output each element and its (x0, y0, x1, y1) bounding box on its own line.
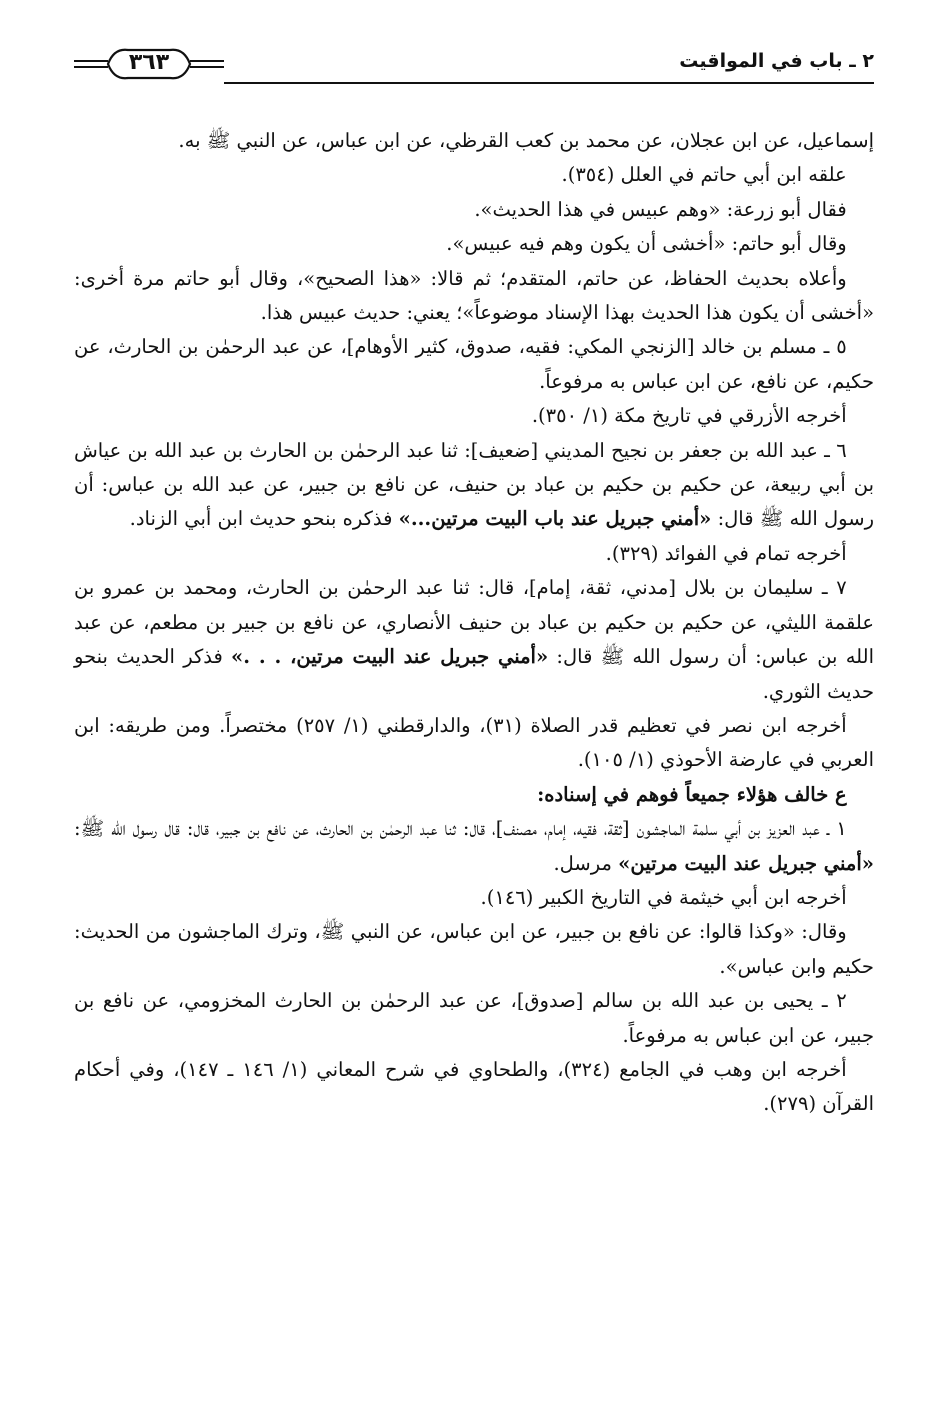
paragraph-text: فذكره بنحو حديث ابن أبي الزناد. (129, 507, 399, 531)
paragraph: علقه ابن أبي حاتم في العلل (٣٥٤). (561, 163, 847, 187)
paragraph: وأعلاه بحديث الحفاظ، عن حاتم، المتقدم؛ ثم قالا: «هذا الصحيح»، وقال أبو حاتم مرة أخرى: «أخشى أن يكون هذا الحديث بهذا الإسناد موضوعاً»؛ يعني: حديث عبيس هذا. (74, 266, 874, 325)
paragraph-text: ٦ ـ عبد الله بن جعفر بن نجيح المديني [ضعيف]: ثنا عبد الرحمٰن بن الحارث بن عبد الله بن عياش بن أبي ربيعة، عن حكيم بن حكيم بن عباد بن حنيف، عن نافع بن جبير، عن عبد الله بن عباس: أن رسول الله ﷺ قال: (74, 438, 874, 531)
section-heading: ع خالف هؤلاء جميعاً فوهم في إسناده: (537, 782, 847, 806)
paragraph-text: ١ ـ عبد العزيز بن أبي سلمة الماجشون [ثقة، فقيه، إمام، مصنف]، قال: ثنا عبد الرحمٰن بن الحارث، عن نافع بن جبير، قال: قال رسول الله ﷺ: (74, 817, 847, 841)
hadith-quote: «أمني جبريل عند باب البيت مرتين...» (398, 507, 712, 531)
paragraph: أخرجه الأزرقي في تاريخ مكة (١/ ٣٥٠). (531, 404, 847, 428)
paragraph: أخرجه ابن نصر في تعظيم قدر الصلاة (٣١)، والدارقطني (١/ ٢٥٧) مختصراً. ومن طريقه: ابن العربي في عارضة الأحوذي (١/ ١٠٥). (74, 713, 874, 772)
paragraph (74, 812, 874, 881)
paragraph: أخرجه تمام في الفوائد (٣٢٩). (605, 541, 847, 565)
paragraph: أخرجه ابن وهب في الجامع (٣٢٤)، والطحاوي في شرح المعاني (١/ ١٤٦ ـ ١٤٧)، وفي أحكام القرآن (٢٧٩). (74, 1057, 874, 1116)
hadith-quote: «أمني جبريل عند البيت مرتين، . . .» (231, 645, 549, 669)
page-header (74, 40, 874, 100)
paragraph: إسماعيل، عن ابن عجلان، عن محمد بن كعب القرظي، عن ابن عباس، عن النبي ﷺ به. (178, 129, 874, 152)
paragraph-text: فذكر الحديث بنحو حديث الثوري. (74, 645, 874, 703)
paragraph: وقال: «وكذا قالوا: عن نافع بن جبير، عن ابن عباس، عن النبي ﷺ، وترك الماجشون من الحديث: حكيم وابن عباس». (74, 920, 874, 978)
paragraph: فقال أبو زرعة: «وهم عبيس في هذا الحديث». (474, 197, 847, 221)
paragraph: ٥ ـ مسلم بن خالد [الزنجي المكي: فقيه، صدوق، كثير الأوهام]، عن عبد الرحمٰن بن الحارث، عن حكيم، عن نافع، عن ابن عباس به مرفوعاً. (74, 335, 874, 393)
hadith-quote: «أمني جبريل عند البيت مرتين» (618, 851, 874, 875)
paragraph-text: مرسل. (553, 851, 619, 875)
paragraph: ٢ ـ يحيى بن عبد الله بن سالم [صدوق]، عن عبد الرحمٰن بن الحارث المخزومي، عن نافع بن جبير، عن ابن عباس به مرفوعاً. (74, 989, 874, 1047)
paragraph-text: ٧ ـ سليمان بن بلال [مدني، ثقة، إمام]، قال: ثنا عبد الرحمٰن بن الحارث، ومحمد بن عمرو بن علقمة الليثي، عن حكيم بن حكيم بن عباد بن حنيف الأنصاري، عن نافع بن جبير بن مطعم، عن عبد الله بن عباس: أن رسول الله ﷺ قال: (74, 576, 874, 669)
header-rule (224, 82, 874, 84)
chapter-title: ٢ ـ باب في المواقيت (679, 50, 874, 72)
paragraph: وقال أبو حاتم: «أخشى أن يكون وهم فيه عبيس». (446, 232, 847, 256)
page-number-ornament (74, 42, 224, 88)
page-number: ٣٦٣ (128, 50, 170, 75)
paragraph (74, 434, 874, 537)
body-text (74, 124, 874, 1122)
paragraph (74, 571, 874, 709)
paragraph: أخرجه ابن أبي خيثمة في التاريخ الكبير (١٤٦). (480, 885, 847, 909)
